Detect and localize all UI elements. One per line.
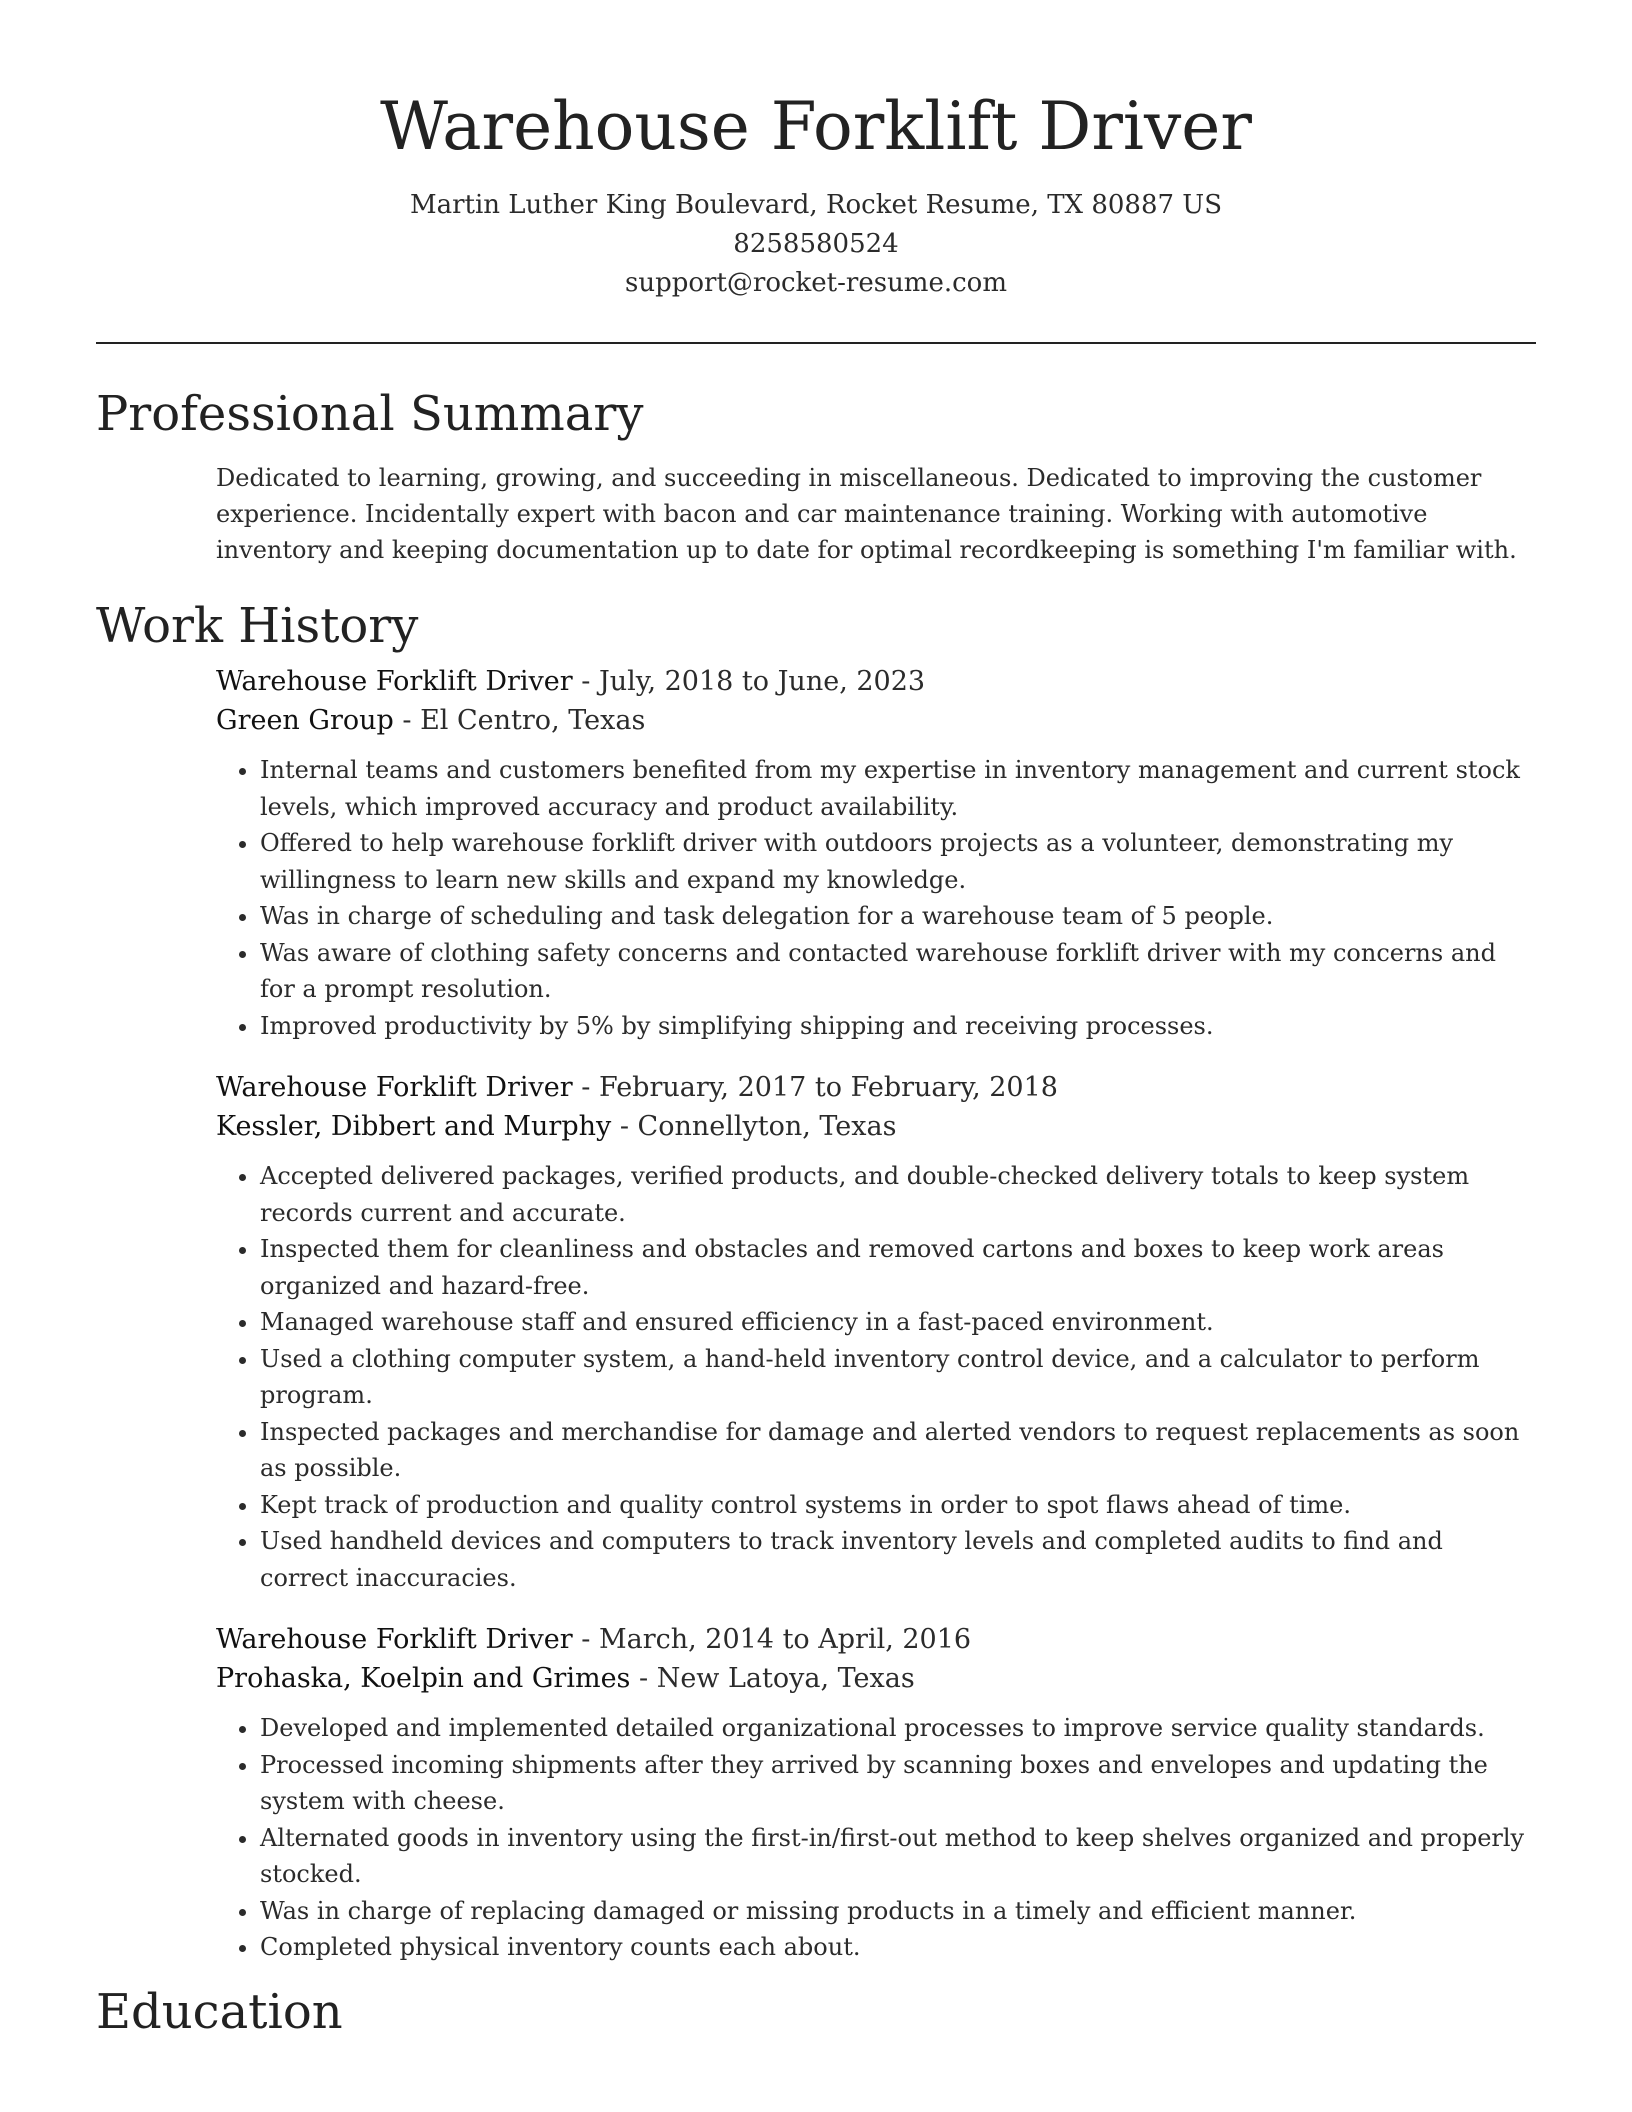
candidate-name: Warehouse Forklift Driver (380, 88, 1252, 165)
job-dates: - July, 2018 to June, 2023 (572, 666, 926, 697)
summary-heading: Professional Summary (96, 386, 644, 442)
job-title-line (216, 1068, 1536, 1107)
education-heading: Education (96, 1983, 343, 2040)
job-role: Warehouse Forklift Driver (216, 1072, 573, 1103)
job-duties (216, 752, 1536, 1044)
resume-content (96, 378, 1536, 2048)
job-role: Warehouse Forklift Driver (216, 666, 573, 697)
job-title-line (216, 1620, 1536, 1659)
duty-item: • Inspected them for cleanliness and obstacles and removed cartons and boxes to keep work areas organized and hazard-free. (260, 1231, 1536, 1304)
job-company-line (216, 701, 1536, 740)
job-entry (216, 1068, 1536, 1596)
job-company-line (216, 1659, 1536, 1698)
duty-item: • Processed incoming shipments after they arrived by scanning boxes and envelopes and updating the system with cheese. (260, 1747, 1536, 1820)
contact-address: Martin Luther King Boulevard, Rocket Resume, TX 80887 US (409, 190, 1223, 220)
duty-item: • Completed physical inventory counts each about. (260, 1929, 1536, 1966)
duty-item: • Accepted delivered packages, verified products, and double-checked delivery totals to keep system records current and accurate. (260, 1158, 1536, 1231)
duty-item: • Was in charge of scheduling and task delegation for a warehouse team of 5 people. (260, 898, 1536, 935)
job-dates: - March, 2014 to April, 2016 (572, 1624, 972, 1655)
duty-item: • Used handheld devices and computers to track inventory levels and completed audits to find and correct inaccuracies. (260, 1523, 1536, 1596)
job-company: Prohaska, Koelpin and Grimes (216, 1663, 631, 1694)
education-section (96, 1976, 1536, 2048)
contact-phone: 8258580524 (733, 229, 899, 259)
job-dates: - February, 2017 to February, 2018 (572, 1072, 1058, 1103)
summary-section (96, 378, 1536, 568)
duty-item: • Developed and implemented detailed organizational processes to improve service quality standards. (260, 1710, 1536, 1747)
job-duties (216, 1158, 1536, 1596)
header-divider (96, 342, 1536, 344)
duty-item: • Used a clothing computer system, a hand-held inventory control device, and a calculator to perform program. (260, 1341, 1536, 1414)
job-role: Warehouse Forklift Driver (216, 1624, 573, 1655)
job-location: - Connellyton, Texas (611, 1111, 897, 1142)
duty-item: • Alternated goods in inventory using the first-in/first-out method to keep shelves organized and properly stocked. (260, 1820, 1536, 1893)
job-company: Kessler, Dibbert and Murphy (216, 1111, 612, 1142)
duty-item: • Managed warehouse staff and ensured efficiency in a fast-paced environment. (260, 1304, 1536, 1341)
job-location: - El Centro, Texas (393, 705, 646, 736)
contact-email: support@rocket-resume.com (624, 268, 1007, 298)
job-company-line (216, 1107, 1536, 1146)
duty-item: • Kept track of production and quality control systems in order to spot flaws ahead of time. (260, 1487, 1536, 1524)
job-duties (216, 1710, 1536, 1966)
job-location: - New Latoya, Texas (630, 1663, 915, 1694)
resume-header (96, 84, 1536, 303)
work-history-heading: Work History (96, 598, 419, 654)
duty-item: • Offered to help warehouse forklift driver with outdoors projects as a volunteer, demonstrating my willingness to learn new skills and expand my knowledge. (260, 825, 1536, 898)
summary-text: Dedicated to learning, growing, and succeeding in miscellaneous. Dedicated to improving the customer experience. Incidentally expert with bacon and car maintenance training. Working with automotive inventory and keeping documentation up to date for optimal recordkeeping is something I'm familiar with. (216, 464, 1517, 564)
duty-item: • Inspected packages and merchandise for damage and alerted vendors to request replacements as soon as possible. (260, 1414, 1536, 1487)
job-entry (216, 1620, 1536, 1966)
duty-item: • Was aware of clothing safety concerns and contacted warehouse forklift driver with my concerns and for a prompt resolution. (260, 935, 1536, 1008)
job-title-line (216, 662, 1536, 701)
job-entry (216, 662, 1536, 1044)
job-company: Green Group (216, 705, 394, 736)
work-history-section (96, 590, 1536, 1966)
duty-item: • Improved productivity by 5% by simplifying shipping and receiving processes. (260, 1008, 1536, 1045)
duty-item: • Internal teams and customers benefited from my expertise in inventory management and current stock levels, which improved accuracy and product availability. (260, 752, 1536, 825)
duty-item: • Was in charge of replacing damaged or missing products in a timely and efficient manner. (260, 1893, 1536, 1930)
contact-info (96, 186, 1536, 303)
